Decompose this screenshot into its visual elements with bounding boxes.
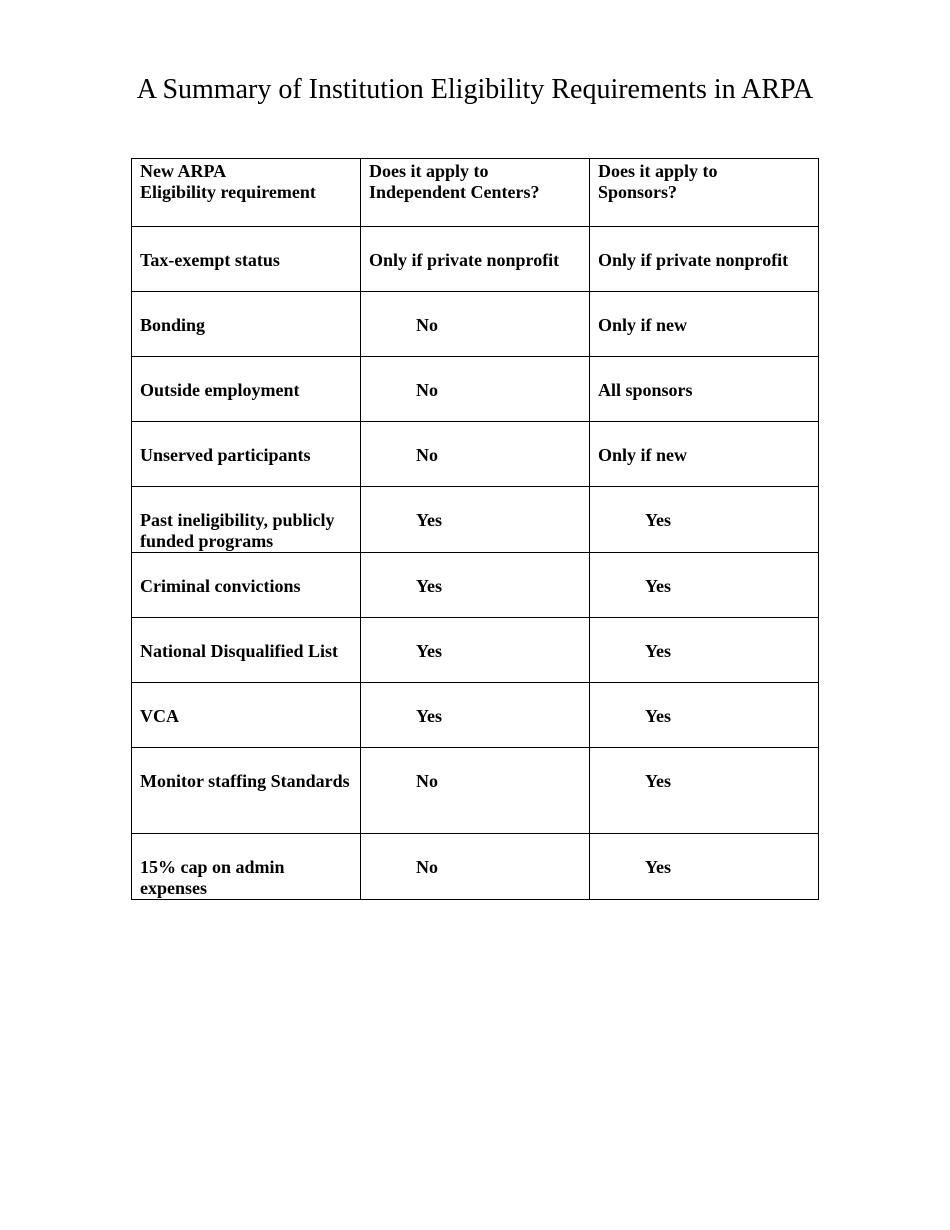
- header-line: Does it apply to: [598, 161, 718, 181]
- requirement-cell: Criminal convictions: [132, 553, 361, 618]
- table-row: [132, 618, 819, 683]
- table-row: [132, 422, 819, 487]
- header-line: New ARPA: [140, 161, 227, 181]
- centers-cell: No: [361, 834, 590, 900]
- centers-cell: Yes: [361, 683, 590, 748]
- table-row: [132, 292, 819, 357]
- table-row: [132, 683, 819, 748]
- header-requirement: [132, 159, 361, 227]
- header-centers: [361, 159, 590, 227]
- requirement-cell: 15% cap on admin expenses: [132, 834, 361, 900]
- requirement-cell: VCA: [132, 683, 361, 748]
- sponsors-cell: Only if private nonprofit: [590, 227, 819, 292]
- table-header-row: [132, 159, 819, 227]
- sponsors-cell: Only if new: [590, 292, 819, 357]
- table-row: [132, 487, 819, 553]
- header-line: Independent Centers?: [369, 182, 540, 202]
- requirement-cell: Unserved participants: [132, 422, 361, 487]
- header-line: Sponsors?: [598, 182, 678, 202]
- requirement-cell: Monitor staffing Standards: [132, 748, 361, 834]
- centers-cell: No: [361, 292, 590, 357]
- requirement-cell: Tax-exempt status: [132, 227, 361, 292]
- requirement-cell: National Disqualified List: [132, 618, 361, 683]
- sponsors-cell: All sponsors: [590, 357, 819, 422]
- centers-cell: No: [361, 748, 590, 834]
- centers-cell: Yes: [361, 618, 590, 683]
- centers-cell: Only if private nonprofit: [361, 227, 590, 292]
- header-line: Eligibility requirement: [140, 182, 316, 202]
- centers-cell: No: [361, 422, 590, 487]
- table-row: [132, 227, 819, 292]
- centers-cell: Yes: [361, 553, 590, 618]
- requirement-cell: Past ineligibility, publicly funded programs: [132, 487, 361, 553]
- centers-cell: No: [361, 357, 590, 422]
- requirement-cell: Outside employment: [132, 357, 361, 422]
- sponsors-cell: Yes: [590, 487, 819, 553]
- sponsors-cell: Only if new: [590, 422, 819, 487]
- table-row: [132, 748, 819, 834]
- sponsors-cell: Yes: [590, 834, 819, 900]
- page-title: A Summary of Institution Eligibility Requirements in ARPA: [136, 74, 814, 105]
- header-line: Does it apply to: [369, 161, 489, 181]
- table-row: [132, 553, 819, 618]
- table-row: [132, 357, 819, 422]
- table-row: [132, 834, 819, 900]
- sponsors-cell: Yes: [590, 748, 819, 834]
- sponsors-cell: Yes: [590, 683, 819, 748]
- sponsors-cell: Yes: [590, 553, 819, 618]
- sponsors-cell: Yes: [590, 618, 819, 683]
- requirement-cell: Bonding: [132, 292, 361, 357]
- centers-cell: Yes: [361, 487, 590, 553]
- eligibility-table: [131, 158, 819, 900]
- header-sponsors: [590, 159, 819, 227]
